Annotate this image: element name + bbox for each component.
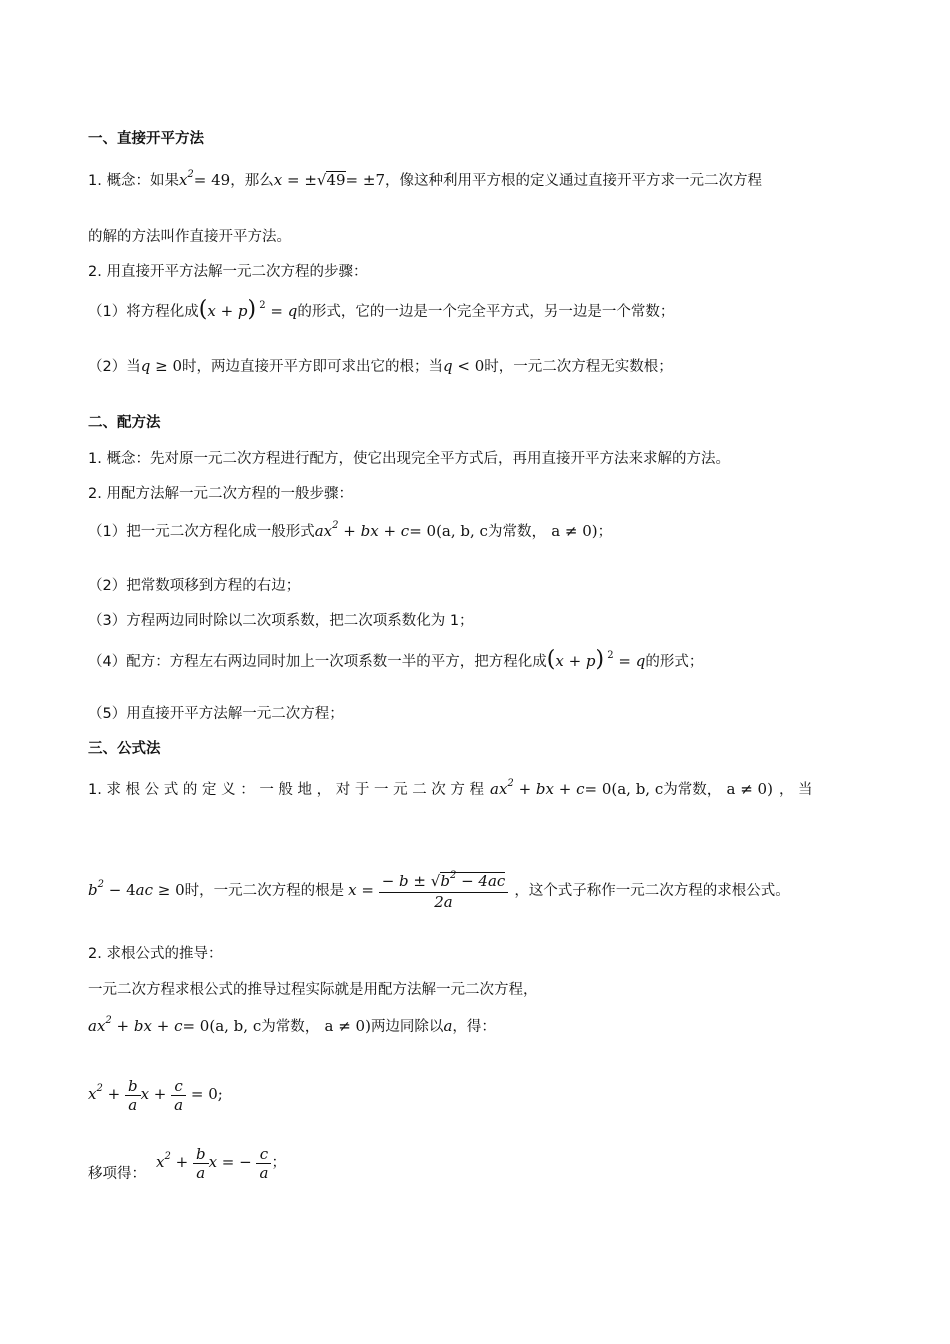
sec1-step1-post: 的形式，它的一边是一个完全平方式，另一边是一个常数； xyxy=(297,304,675,320)
sec3-cond-mid: 时，一元二次方程的根是 xyxy=(184,883,345,899)
sec1-step2-post: 时，一元二次方程无实数根； xyxy=(484,359,673,375)
math-sqrt-49: 49 xyxy=(326,171,346,189)
sec1-text-mid: ，那么 xyxy=(230,173,274,189)
math-eq49: = 49 xyxy=(193,171,231,189)
sec1-concept-line: 1. 概念：如果$x^2= 49$，那么x = ±√49= ±7，像这种利用平方根的定义通过直接开平方求一元二次方程 xyxy=(88,169,762,189)
sec2-steps-title: 2. 用配方法解一元二次方程的一般步骤： xyxy=(88,486,353,502)
math-x2: $x^2$ xyxy=(178,169,194,189)
sec3-divide-post: 两边同除以 xyxy=(370,1019,444,1035)
math-general-form-2: = 0(a, b, c xyxy=(584,780,664,798)
sec3-divide-line: $ax^2$ + bx + c= 0(a, b, c为常数， a ≠ 0)两边同除以a，得： xyxy=(88,1015,496,1035)
math-general-form: = 0(a, b, c xyxy=(409,522,488,540)
sec1-step1-pre: （1）将方程化成 xyxy=(88,304,199,320)
sec3-condition-line: $b^2 - 4ac \ge 0$时，一元二次方程的根是 x = $\frac{- b \pm √b^2 - 4ac}{2a}$ ，这个式子称作一元二次方程的求根公式。 xyxy=(88,869,790,911)
math-result: = ±7 xyxy=(345,171,385,189)
section-title-3: 三、公式法 xyxy=(88,741,161,757)
sec2-step4: （4）配方：方程左右两边同时加上一次项系数一半的平方，把方程化成(x + p) $^2$ = q的形式； xyxy=(88,647,704,672)
math-general-tail: ， a ≠ 0) xyxy=(531,522,598,540)
sec3-def-pre: 1. 求 根 公 式 的 定 义 ： 一 般 地 ， 对 于 一 元 二 次 方 程 xyxy=(88,782,485,798)
sec2-step1: （1）把一元二次方程化成一般形式$ax^2$ + bx + c= 0(a, b, c为常数， a ≠ 0)； xyxy=(88,520,613,540)
sec2-step4-post: 的形式； xyxy=(645,654,704,670)
sec2-concept: 1. 概念：先对原一元二次方程进行配方，使它出现完全平方式后，再用直接开平方法来求解的方法。 xyxy=(88,451,730,467)
math-general-cn: 为常数 xyxy=(487,524,532,540)
sec3-derivation-intro: 一元二次方程求根公式的推导过程实际就是用配方法解一元二次方程， xyxy=(88,982,538,998)
math-general-cn-2: 为常数 xyxy=(663,782,707,798)
sec1-step1: （1）将方程化成(x + p) $^2$ = q的形式，它的一边是一个完全平方式，另一边是一个常数； xyxy=(88,297,675,322)
math-general-tail-3: ， a ≠ 0) xyxy=(304,1017,371,1035)
sec3-cond-post: ，这个式子称作一元二次方程的求根公式。 xyxy=(514,883,790,899)
math-general-form-3: = 0(a, b, c xyxy=(182,1017,262,1035)
sec3-move-label: 移项得： xyxy=(88,1166,146,1182)
sec3-eq-divided: $x^2$ + $\frac{b}{a}$ x + $\frac{c}{a}$ = 0; xyxy=(88,1076,223,1114)
section-title-2: 二、配方法 xyxy=(88,415,161,431)
sec1-step2-mid: 时，两边直接开平方即可求出它的根；当 xyxy=(182,359,443,375)
math-general-tail-2: ， a ≠ 0) xyxy=(706,780,773,798)
sec1-concept-label: 1. 概念：如果 xyxy=(88,173,179,189)
section-title-1: 一、直接开平方法 xyxy=(88,131,204,147)
sec2-step3: （3）方程两边同时除以二次项系数，把二次项系数化为 1； xyxy=(88,613,474,629)
sec2-step2: （2）把常数项移到方程的右边； xyxy=(88,578,301,594)
sec3-derivation-title: 2. 求根公式的推导： xyxy=(88,946,223,962)
sec2-step5: （5）用直接开平方法解一元二次方程； xyxy=(88,706,344,722)
math-x: x xyxy=(273,171,283,189)
quadratic-formula: $\frac{- b \pm √b^2 - 4ac}{2a}$ xyxy=(379,872,509,911)
sec3-eq-moved: $x^2$ + $\frac{b}{a}$ x = − $\frac{c}{a}$ ； xyxy=(156,1144,286,1182)
sec1-step2-pre: （2）当 xyxy=(88,359,141,375)
sec1-step2: （2）当q ≥ 0时，两边直接开平方即可求出它的根；当q < 0时，一元二次方程无实数根； xyxy=(88,357,673,375)
sec1-concept-tail: ，像这种利用平方根的定义通过直接开平方求一元二次方程 xyxy=(385,173,762,189)
math-general-cn-3: 为常数 xyxy=(261,1019,305,1035)
sec2-step1-pre: （1）把一元二次方程化成一般形式 xyxy=(88,524,315,540)
sec3-definition-line: 1. 求 根 公 式 的 定 义 ： 一 般 地 ， 对 于 一 元 二 次 方 程 $ax^2$ + bx + c= 0(a, b, c为常数， a ≠ 0) ， 当 xyxy=(88,778,813,798)
sec1-concept-cont: 的解的方法叫作直接开平方法。 xyxy=(88,229,291,245)
sec1-steps-title: 2. 用直接开平方法解一元二次方程的步骤： xyxy=(88,264,368,280)
math-sqrt-sign: √ xyxy=(316,171,327,189)
sec3-def-post: ， 当 xyxy=(778,782,813,798)
sec3-divide-tail: ，得： xyxy=(452,1019,496,1035)
math-pm: ± xyxy=(304,171,317,189)
math-paren-open: ( xyxy=(198,297,208,322)
sec2-step4-pre: （4）配方：方程左右两边同时加上一次项系数一半的平方，把方程化成 xyxy=(88,654,547,670)
sec2-step1-post: ； xyxy=(597,524,613,540)
